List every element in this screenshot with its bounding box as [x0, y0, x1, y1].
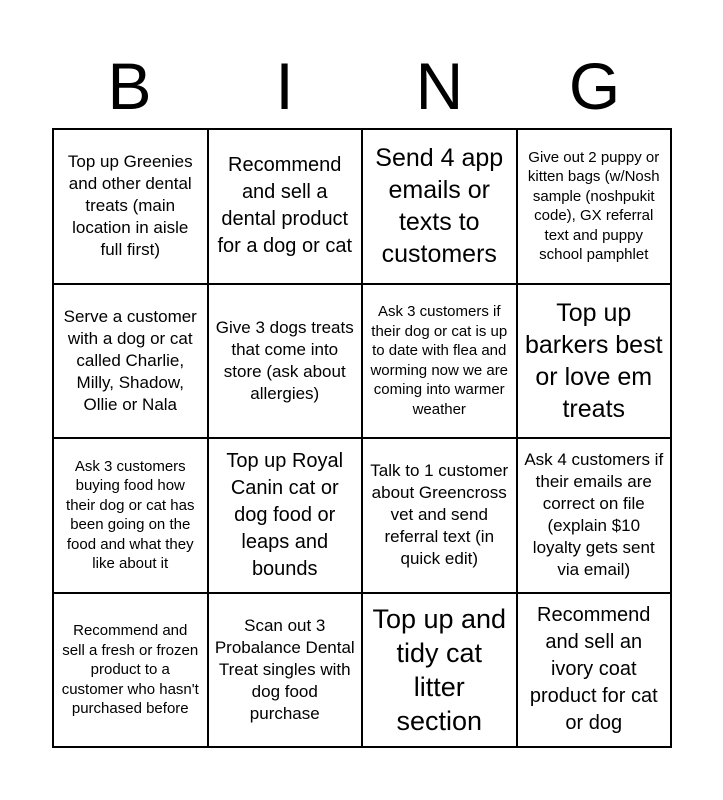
header-letter-g: G	[568, 49, 621, 123]
bingo-cell[interactable]	[363, 439, 518, 594]
bingo-cell[interactable]	[518, 439, 673, 594]
cell-text: Ask 3 customers if their dog or cat is up to date with flea and worming now we are coming into warmer weather	[370, 303, 509, 418]
cell-text: Top up barkers best or love em treats	[524, 298, 663, 423]
cell-text: Ask 4 customers if their emails are correct on file (explain $10 loyalty gets sent via email)	[524, 450, 664, 580]
cell-text: Top up Royal Canin cat or dog food or leaps and bounds	[226, 449, 344, 580]
bingo-cell[interactable]	[363, 285, 518, 440]
bingo-cell[interactable]	[518, 130, 673, 285]
bingo-cell[interactable]	[209, 439, 364, 594]
cell-text: Talk to 1 customer about Greencross vet and send referral text (in quick edit)	[370, 461, 509, 569]
header-letter-b: B	[107, 49, 152, 123]
bingo-cell[interactable]	[209, 130, 364, 285]
cell-text: Give 3 dogs treats that come into store (ask about allergies)	[215, 317, 354, 403]
bingo-cell[interactable]	[363, 130, 518, 285]
cell-text: Recommend and sell a dental product for a dog or cat	[217, 154, 353, 258]
cell-text: Ask 3 customers buying food how their dog or cat has been going on the food and what they like about it	[66, 457, 195, 573]
bingo-cell[interactable]	[54, 439, 209, 594]
bingo-grid	[52, 128, 672, 748]
bingo-cell[interactable]	[54, 594, 209, 749]
bingo-cell[interactable]	[363, 594, 518, 749]
bingo-cell[interactable]	[54, 285, 209, 440]
cell-text: Scan out 3 Probalance Dental Treat singles with dog food purchase	[214, 615, 355, 723]
cell-text: Send 4 app emails or texts to customers	[375, 144, 504, 269]
header-letter-n: N	[415, 49, 464, 123]
bingo-cell[interactable]	[54, 130, 209, 285]
bingo-cell[interactable]	[518, 594, 673, 749]
cell-text: Serve a customer with a dog or cat called Charlie, Milly, Shadow, Ollie or Nala	[63, 306, 197, 414]
cell-text: Recommend and sell an ivory coat product for cat or dog	[529, 604, 658, 735]
cell-text: Top up Greenies and other dental treats (main location in aisle full first)	[67, 152, 193, 260]
cell-text: Top up and tidy cat litter section	[372, 603, 507, 736]
bingo-header	[52, 44, 672, 128]
header-letter-i: I	[275, 49, 294, 123]
cell-text: Recommend and sell a fresh or frozen product to a customer who hasn't purchased before	[61, 622, 199, 717]
cell-text: Give out 2 puppy or kitten bags (w/Nosh sample (noshpukit code), GX referral text and puppy school pamphlet	[527, 148, 660, 264]
bingo-cell[interactable]	[209, 285, 364, 440]
bingo-cell[interactable]	[209, 594, 364, 749]
bingo-cell[interactable]	[518, 285, 673, 440]
